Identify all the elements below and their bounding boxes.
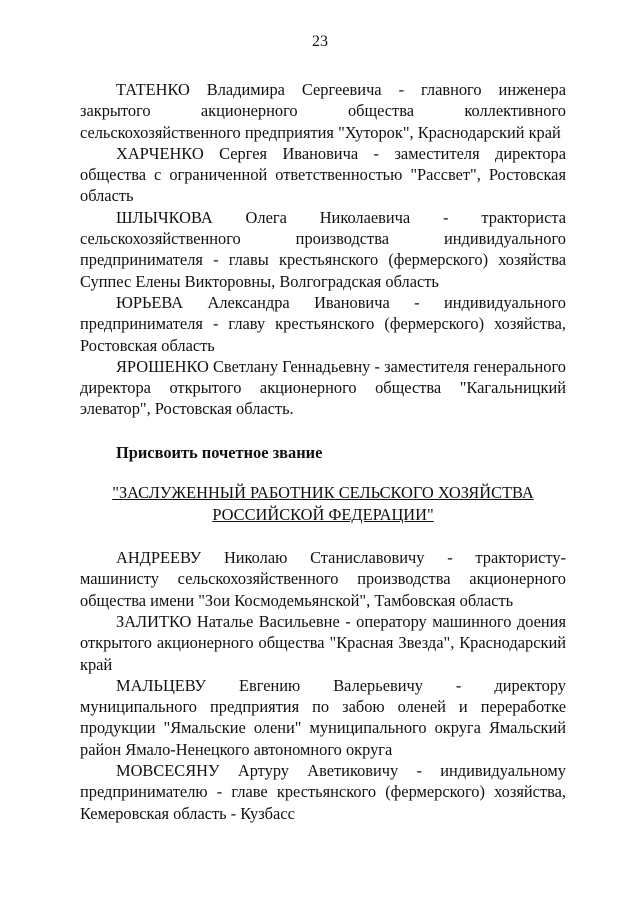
award-entry-andreev: АНДРЕЕВУ Николаю Станиславовичу - трактористу-машинисту сельскохозяйственного производства акционерного общества имени "Зои Космодемьянской", Тамбовская область — [80, 548, 566, 610]
award-entry-maltsev: МАЛЬЦЕВУ Евгению Валерьевичу - директору муниципального предприятия по забою оленей и переработке продукции "Ямальские олени" муниципального округа Ямальский район Ямало-Ненецкого автономного округа — [80, 675, 566, 759]
honorary-title — [80, 482, 566, 525]
document-body — [80, 79, 566, 824]
award-entry-shlychkov: ШЛЫЧКОВА Олега Николаевича - тракториста сельскохозяйственного производства индивидуального предпринимателя - главы крестьянского (фермерского) хозяйства Суппес Елены Викторовны, Волгоградская область — [80, 207, 566, 291]
page-number: 23 — [312, 33, 328, 50]
award-entry-movsesyan: МОВСЕСЯНУ Артуру Аветиковичу - индивидуальному предпринимателю - главе крестьянского (фермерского) хозяйства, Кемеровская область - Кузбасс — [80, 761, 566, 823]
section-heading: Присвоить почетное звание — [116, 442, 323, 462]
award-entry-yuryev: ЮРЬЕВА Александра Ивановича - индивидуального предпринимателя - главу крестьянского (фермерского) хозяйства, Ростовская область — [80, 292, 566, 355]
award-entry-kharchenko: ХАРЧЕНКО Сергея Ивановича - заместителя директора общества с ограниченной ответственностью "Рассвет", Ростовская область — [80, 143, 566, 206]
honorary-title-line-2: РОССИЙСКОЙ ФЕДЕРАЦИИ" — [212, 504, 434, 524]
award-entry-yaroshenko: ЯРОШЕНКО Светлану Геннадьевну - заместителя генерального директора открытого акционерного общества "Кагальницкий элеватор", Ростовская область. — [80, 356, 566, 419]
award-entry-tatenko: ТАТЕНКО Владимира Сергеевича - главного инженера закрытого акционерного общества коллективного сельскохозяйственного предприятия "Хуторок", Краснодарский край — [80, 80, 566, 142]
award-entry-zalitko: ЗАЛИТКО Наталье Васильевне - оператору машинного доения открытого акционерного общества "Красная Звезда", Краснодарский край — [80, 611, 566, 674]
honorary-title-line-1: "ЗАСЛУЖЕННЫЙ РАБОТНИК СЕЛЬСКОГО ХОЗЯЙСТВА — [112, 483, 534, 503]
